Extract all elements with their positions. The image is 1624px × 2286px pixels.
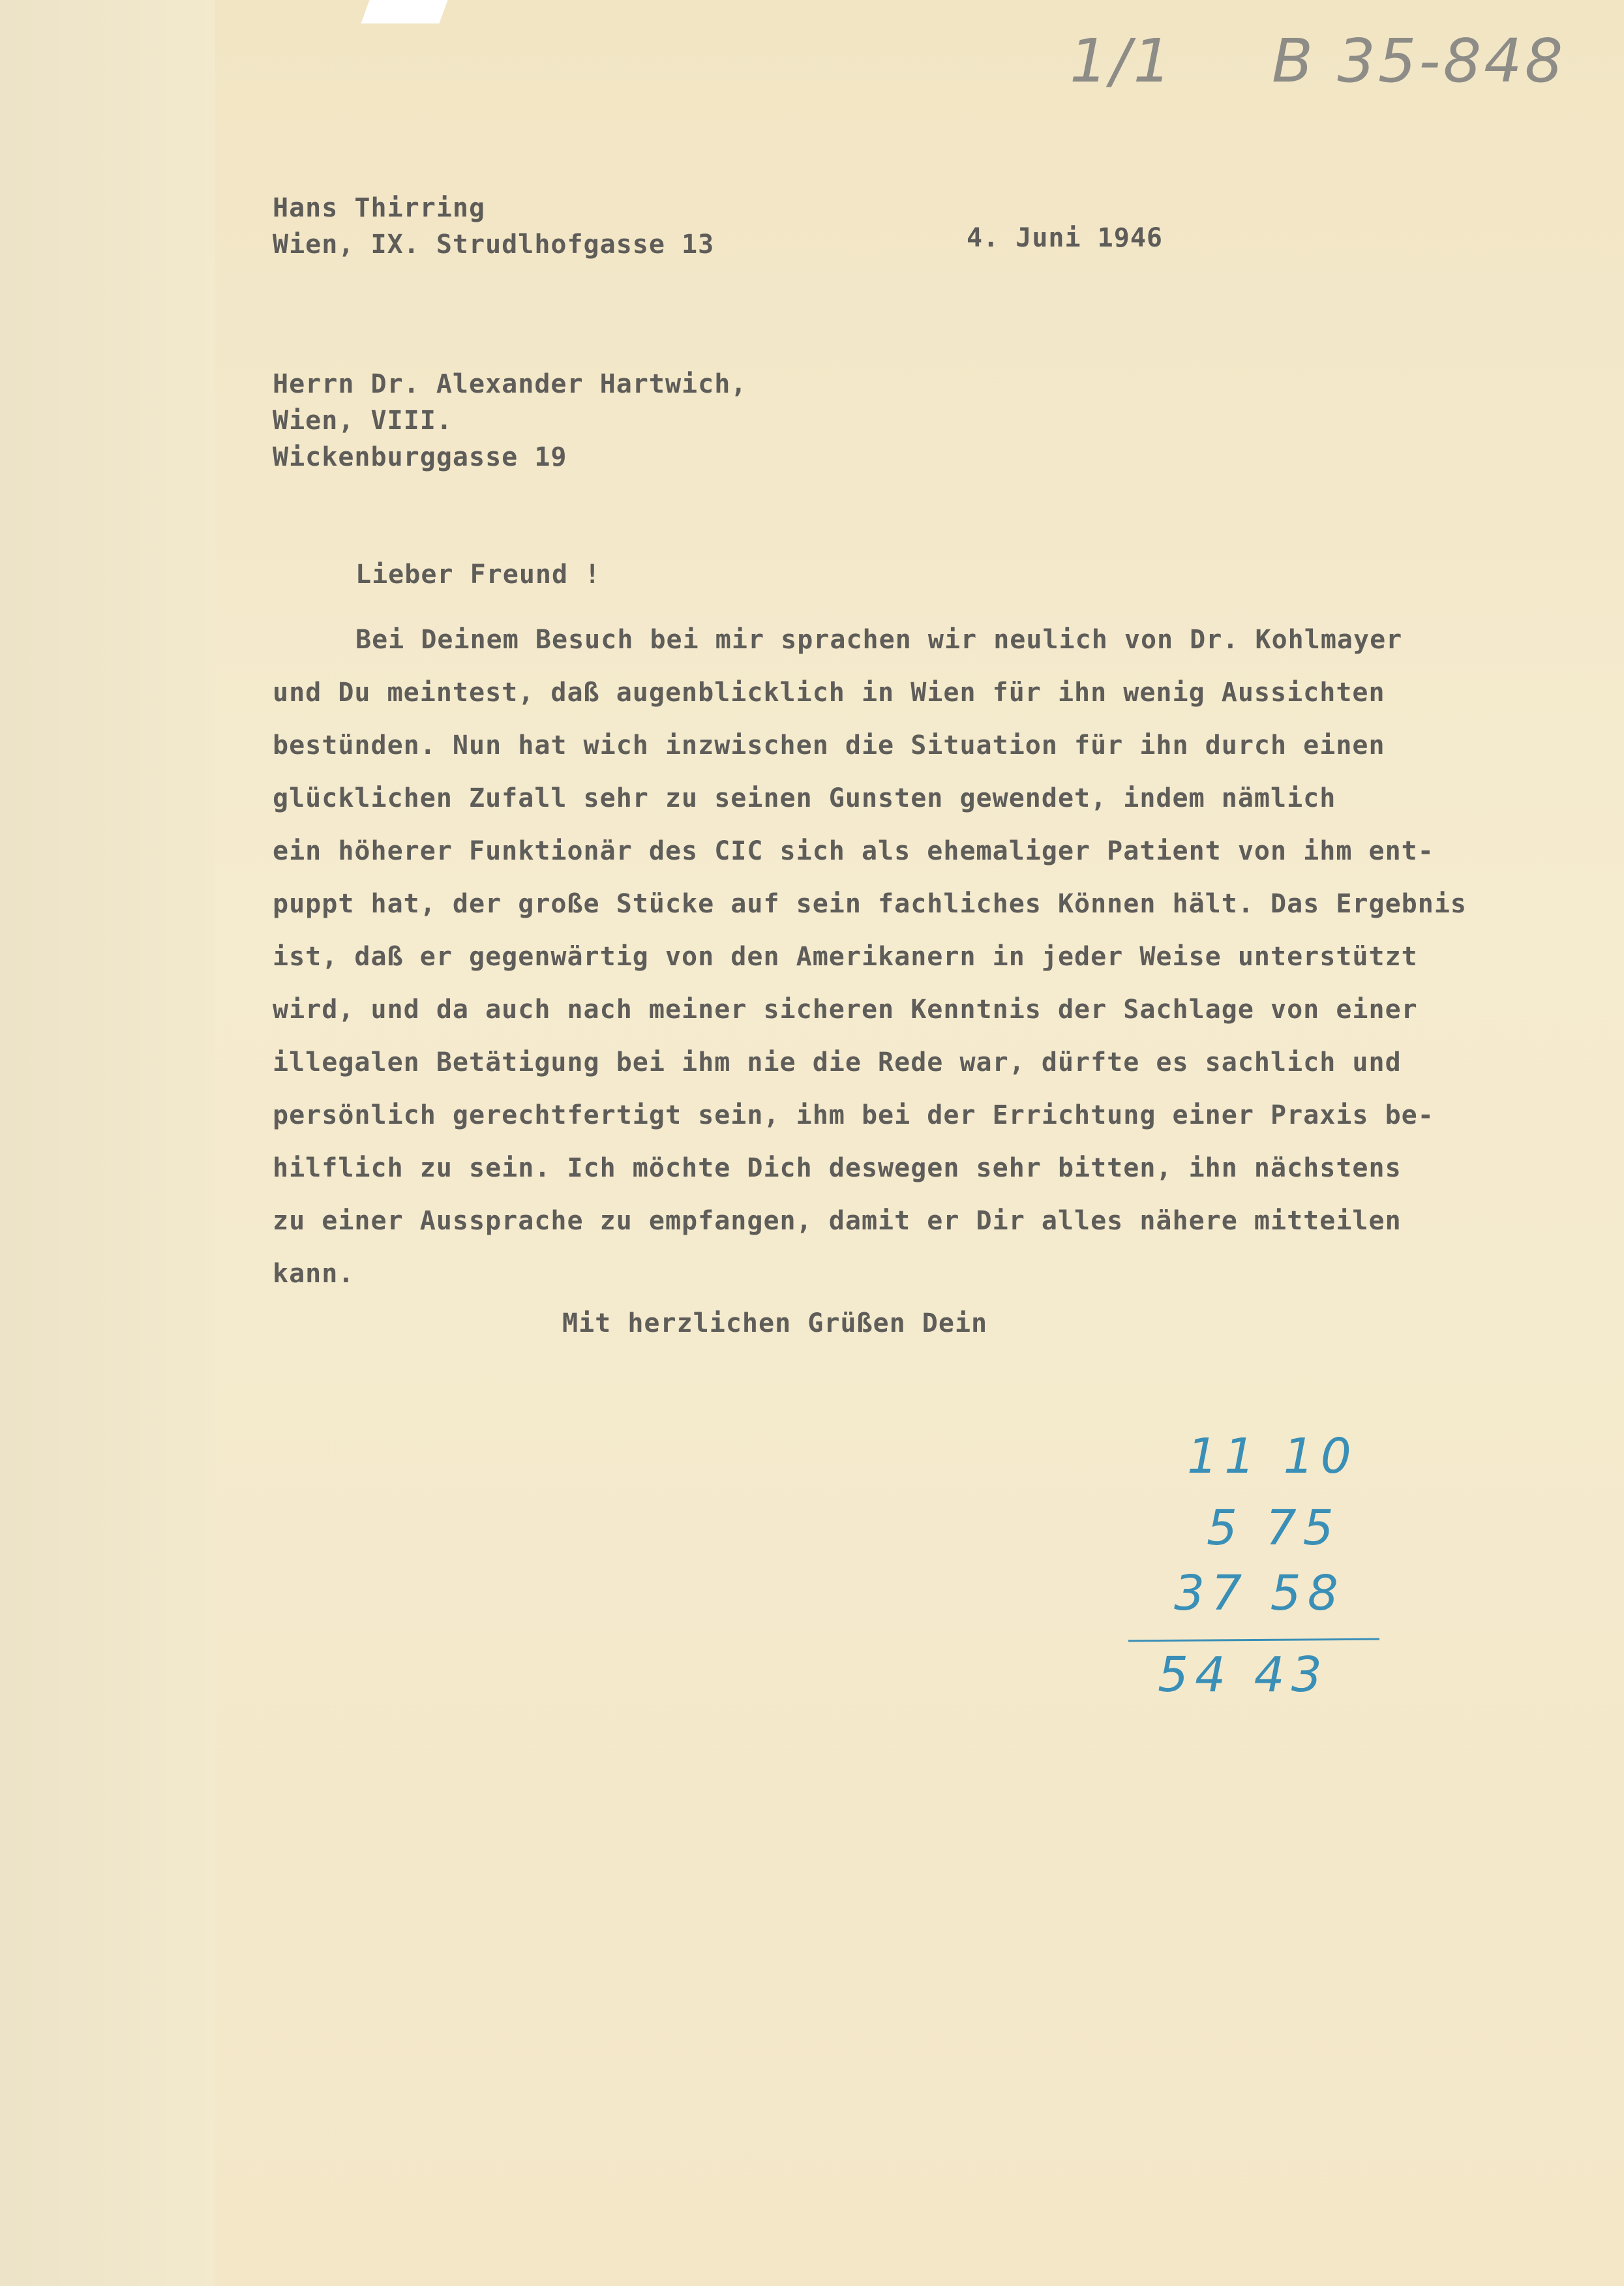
recipient-street: Wickenburggasse 19 bbox=[273, 442, 567, 472]
body-line: illegalen Betätigung bei ihm nie die Rede war, dürfte es sachlich und bbox=[273, 1047, 1402, 1077]
body-line: hilflich zu sein. Ich möchte Dich deswegen sehr bitten, ihn nächstens bbox=[273, 1153, 1402, 1183]
body-line: bestünden. Nun hat wich inzwischen die Situation für ihn durch einen bbox=[273, 730, 1385, 760]
sum-underline bbox=[1128, 1638, 1379, 1642]
archive-reference: B 35-848 bbox=[1272, 26, 1566, 96]
body-line: und Du meintest, daß augenblicklich in Wien für ihn wenig Aussichten bbox=[273, 678, 1385, 708]
salutation: Lieber Freund ! bbox=[355, 560, 601, 590]
body-line: glücklichen Zufall sehr zu seinen Gunsten gewendet, indem nämlich bbox=[273, 783, 1336, 813]
body-line: Bei Deinem Besuch bei mir sprachen wir neulich von Dr. Kohlmayer bbox=[355, 625, 1403, 655]
recipient-name: Herrn Dr. Alexander Hartwich, bbox=[273, 369, 747, 399]
letter-date: 4. Juni 1946 bbox=[967, 223, 1163, 253]
sender-name: Hans Thirring bbox=[273, 193, 486, 223]
folio-annotation: 1/1 bbox=[1070, 26, 1175, 96]
body-line: ein höherer Funktionär des CIC sich als ehemaliger Patient von ihm ent- bbox=[273, 836, 1434, 866]
recipient-city: Wien, VIII. bbox=[273, 406, 453, 436]
body-line: ist, daß er gegenwärtig von den Amerikanern in jeder Weise unterstützt bbox=[273, 942, 1418, 972]
closing: Mit herzlichen Grüßen Dein bbox=[562, 1308, 988, 1338]
body-line: kann. bbox=[273, 1259, 355, 1289]
sender-address: Wien, IX. Strudlhofgasse 13 bbox=[273, 230, 715, 260]
body-line: persönlich gerechtfertigt sein, ihm bei der Errichtung einer Praxis be- bbox=[273, 1100, 1434, 1130]
torn-corner bbox=[361, 0, 447, 23]
body-line: puppt hat, der große Stücke auf sein fachliches Können hält. Das Ergebnis bbox=[273, 889, 1467, 919]
calc-total: 54 43 bbox=[1158, 1647, 1329, 1703]
calc-line-2: 5 75 bbox=[1207, 1500, 1340, 1556]
paper-left-edge bbox=[0, 0, 215, 2286]
calc-line-1: 11 10 bbox=[1187, 1428, 1358, 1484]
body-line: wird, und da auch nach meiner sicheren Kenntnis der Sachlage von einer bbox=[273, 995, 1418, 1025]
body-line: zu einer Aussprache zu empfangen, damit er Dir alles nähere mitteilen bbox=[273, 1206, 1402, 1236]
calc-line-3: 37 58 bbox=[1174, 1565, 1345, 1621]
